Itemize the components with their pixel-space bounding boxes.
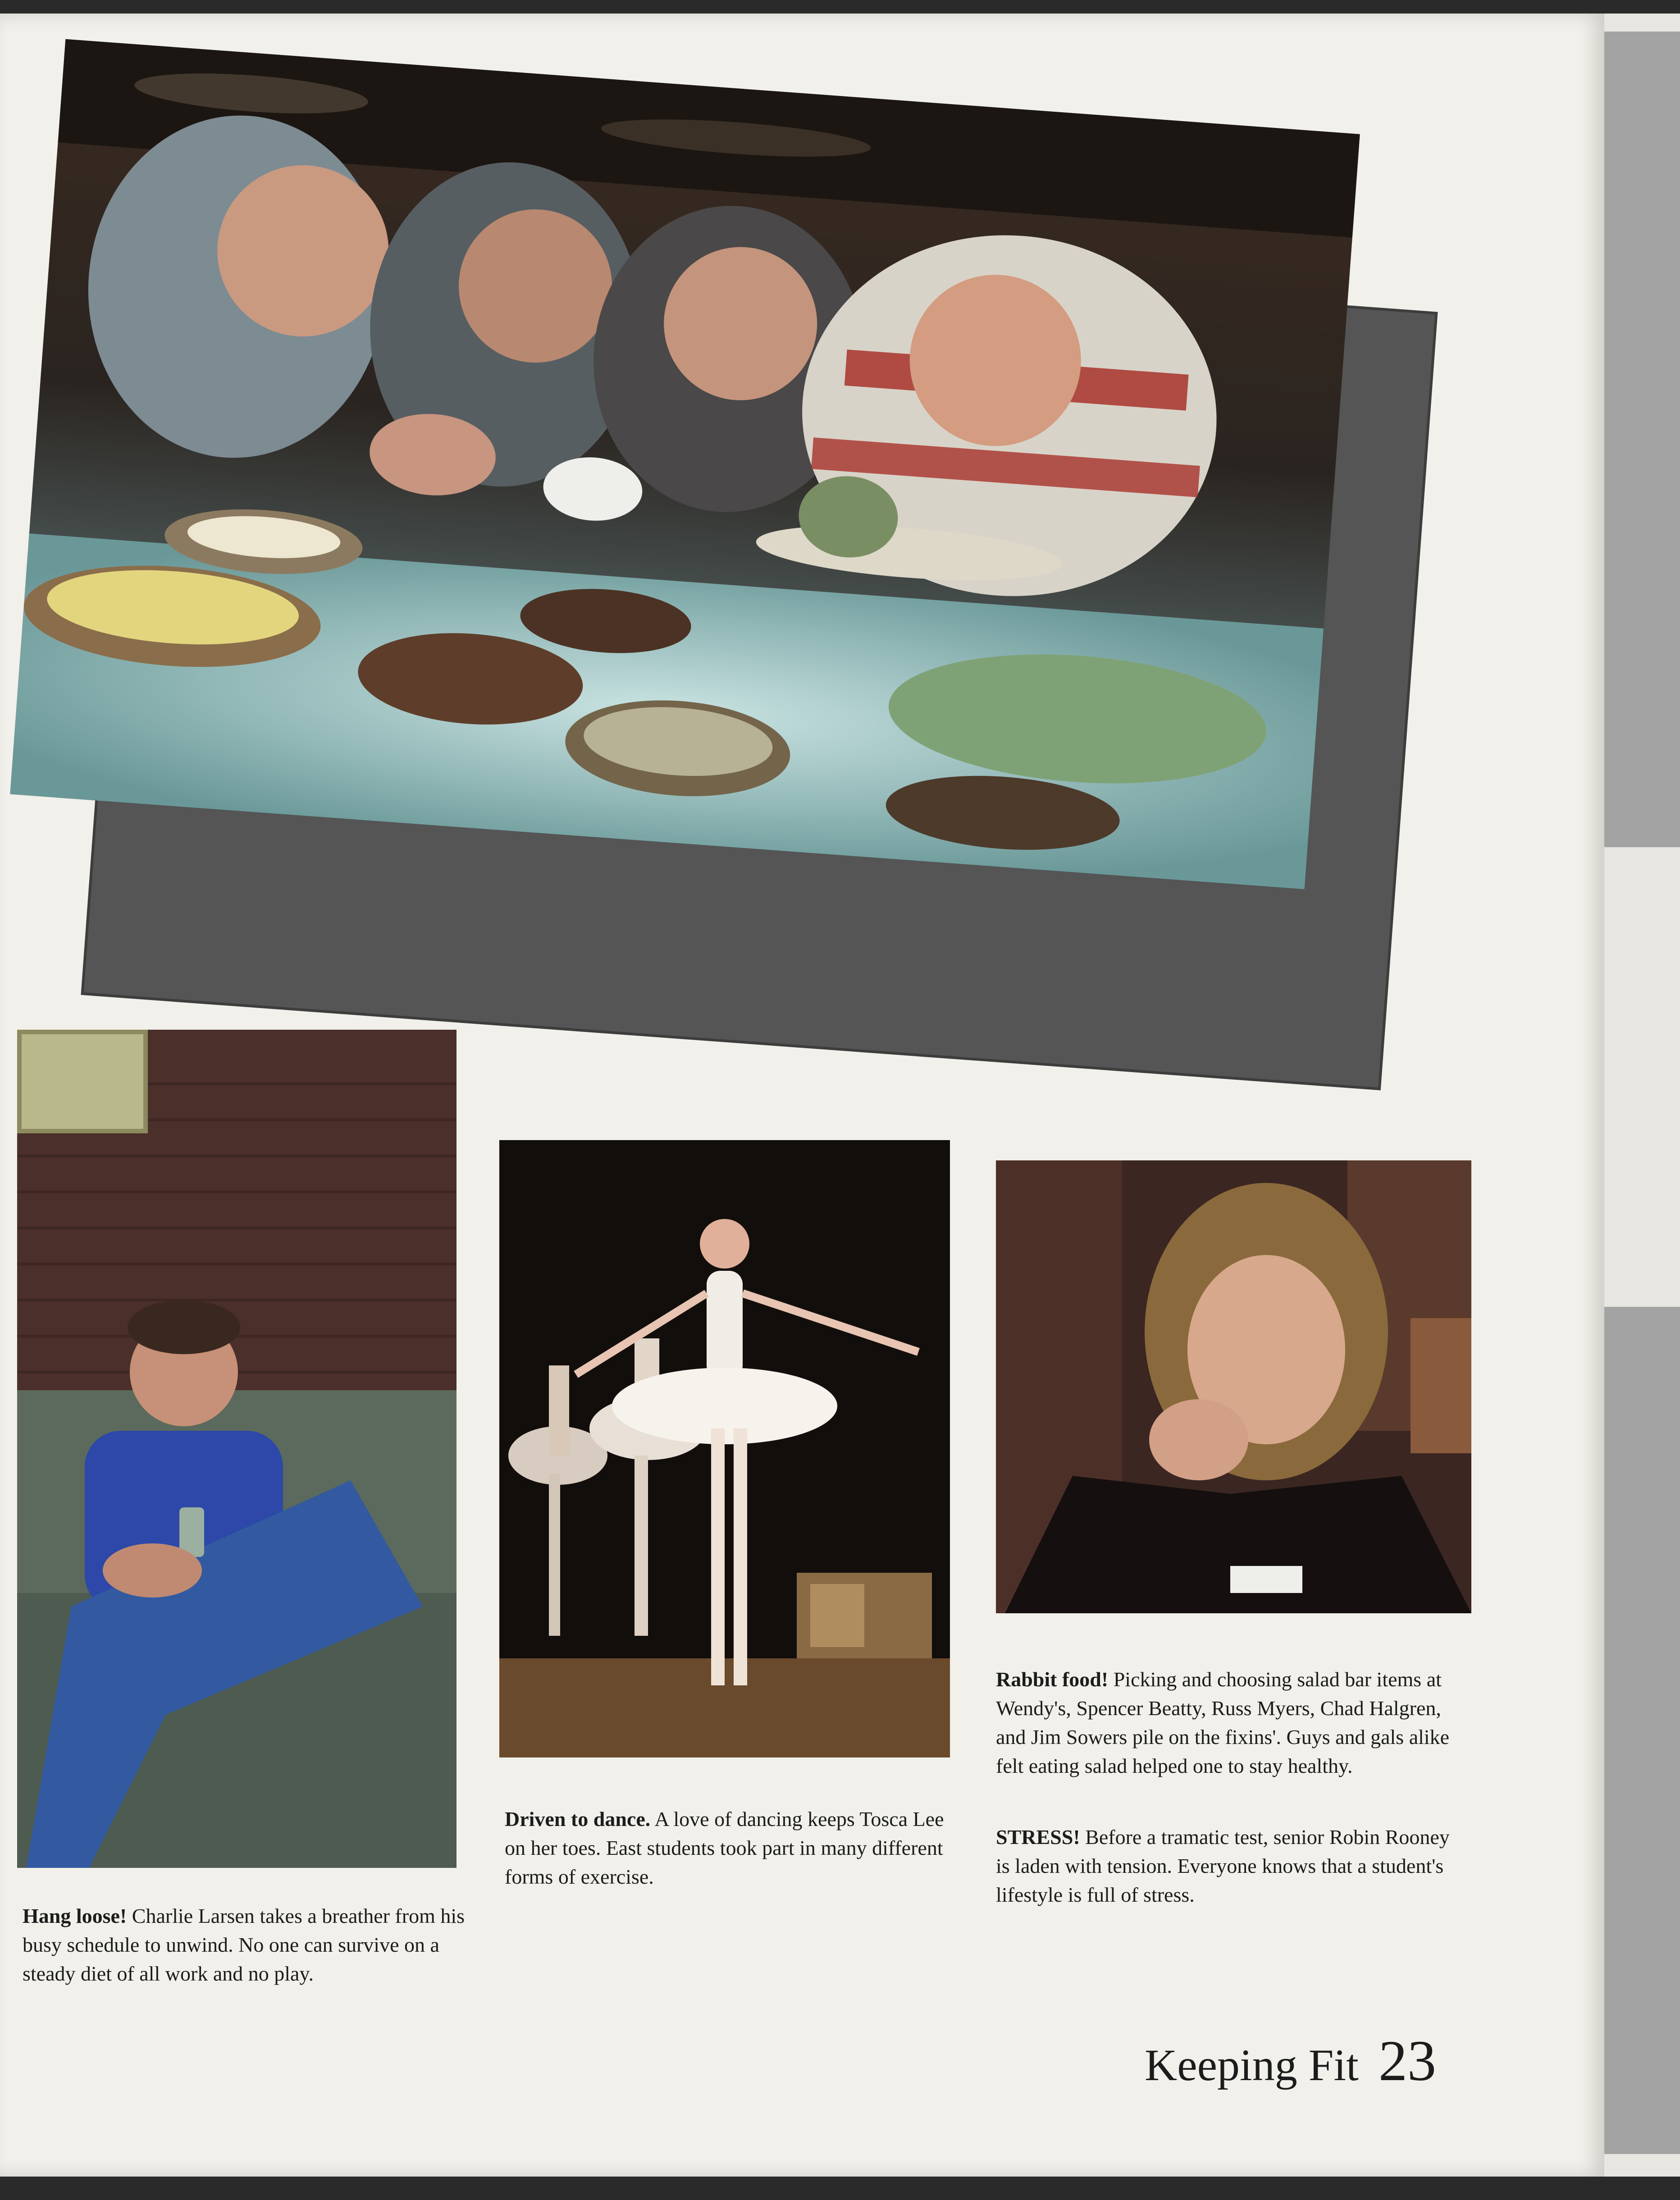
caption-lead: Rabbit food! — [996, 1668, 1109, 1691]
charlie-couch-photo — [17, 1030, 457, 1868]
caption-text: Before a tramatic test, senior Robin Rooney is laden with tension. Everyone knows that a student's lifestyle is full of stress. — [996, 1826, 1450, 1906]
page-tab-bottom — [1600, 1307, 1680, 2154]
caption-driven-to-dance — [505, 1805, 964, 1891]
page-footer — [1145, 2028, 1436, 2094]
ballet-photo — [499, 1140, 950, 1757]
caption-lead: STRESS! — [996, 1826, 1080, 1849]
caption-lead: Driven to dance. — [505, 1807, 651, 1830]
caption-lead: Hang loose! — [23, 1904, 127, 1927]
caption-text: Picking and choosing salad bar items at Wendy's, Spencer Beatty, Russ Myers, Chad Halgren, and Jim Sowers pile on the fixins'. Guys and gals alike felt eating salad helped one to stay healthy. — [996, 1668, 1450, 1777]
caption-rabbit-food — [996, 1665, 1465, 1780]
section-title: Keeping Fit — [1145, 2040, 1359, 2090]
page-tab-top — [1600, 32, 1680, 847]
caption-stress — [996, 1823, 1465, 1909]
stress-student-photo — [996, 1160, 1471, 1613]
salad-bar-photo — [10, 39, 1360, 889]
caption-hang-loose — [23, 1902, 473, 1988]
caption-text: A love of dancing keeps Tosca Lee on her toes. East students took part in many different forms of exercise. — [505, 1807, 944, 1888]
page — [0, 14, 1604, 2177]
caption-text: Charlie Larsen takes a breather from his busy schedule to unwind. No one can survive on a steady diet of all work and no play. — [23, 1904, 465, 1985]
page-number: 23 — [1378, 2029, 1436, 2093]
